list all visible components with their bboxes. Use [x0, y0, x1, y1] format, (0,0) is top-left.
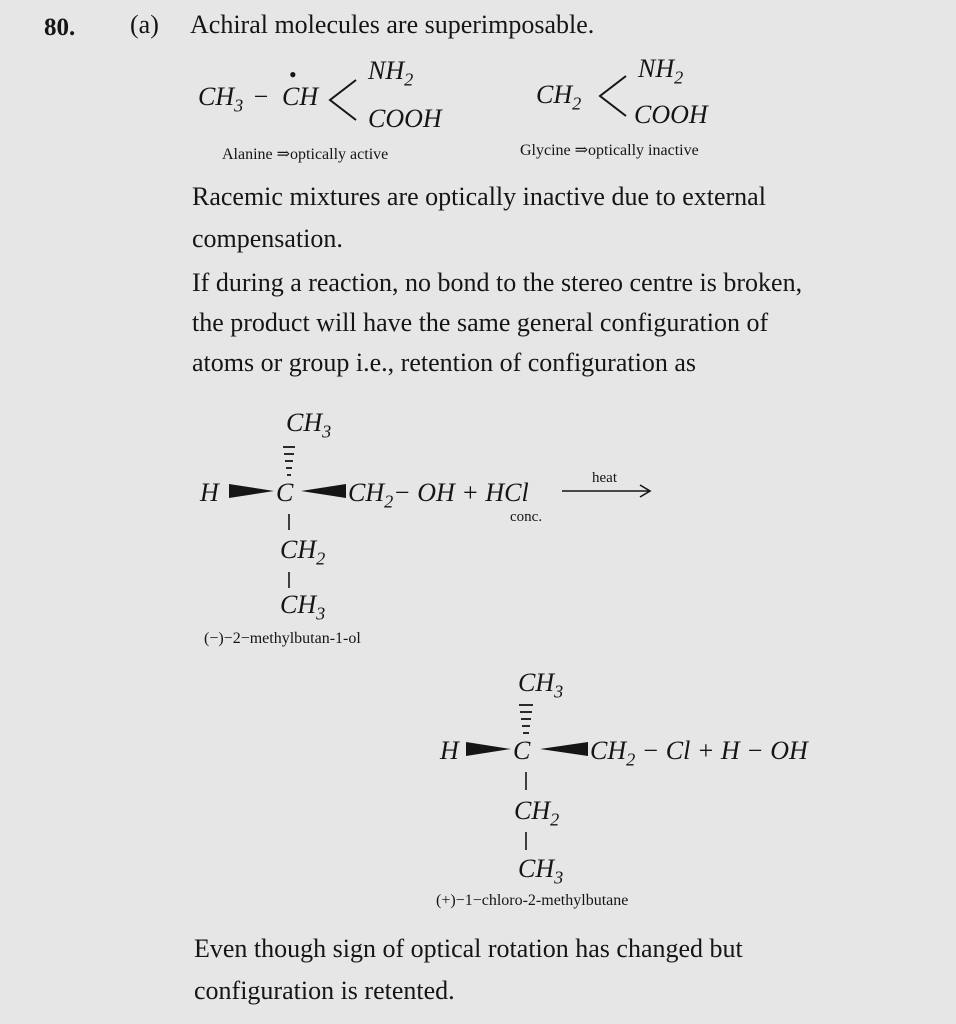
glycine-top-group: $NH_2$	[638, 54, 684, 88]
alanine-bottom-group: COOH	[368, 104, 442, 133]
alanine-bond: −	[252, 82, 270, 111]
product-right-group: $CH_2 - Cl + H$ − OH	[590, 736, 808, 770]
glycine-center: $CH_2$	[536, 80, 582, 114]
product-middle-group: $CH_2$	[514, 796, 560, 830]
paragraph1-line2: compensation.	[192, 224, 343, 253]
glycine-caption: Glycine ⇒optically inactive	[520, 142, 699, 159]
paragraph1-line1: Racemic mixtures are optically inactive due to external	[192, 182, 766, 211]
paragraph2-line1: If during a reaction, no bond to the stereo centre is broken,	[192, 268, 803, 297]
reactant-top-group: $CH_3$	[286, 408, 332, 442]
glycine-bottom-group: COOH	[634, 100, 708, 129]
reactant-h-atom: H	[200, 478, 219, 507]
reactant-bottom-group: $CH_3$	[280, 590, 326, 624]
conclusion-line1: Even though sign of optical rotation has changed but	[194, 934, 743, 963]
alanine-center: CH	[282, 82, 319, 111]
conclusion-line2: configuration is retented.	[194, 976, 455, 1005]
product-h-atom: H	[440, 736, 459, 765]
product-carbon: C	[513, 736, 531, 765]
reagent-conc-label: conc.	[510, 509, 543, 525]
question-number: 80.	[44, 14, 76, 41]
question-part-label: (a)	[130, 10, 159, 39]
product-name: (+)−1−chloro-2-methylbutane	[436, 892, 629, 909]
alanine-left-group: $CH_3$	[198, 82, 244, 116]
product-bottom-group: $CH_3$	[518, 854, 564, 888]
reactant-right-group: $CH_2-$ OH + HCl	[348, 478, 529, 512]
product-top-group: $CH_3$	[518, 668, 564, 702]
reactant-middle-group: $CH_2$	[280, 535, 326, 569]
paragraph2-line2: the product will have the same general configuration of	[192, 308, 769, 337]
reactant-carbon: C	[276, 478, 294, 507]
alanine-caption: Alanine ⇒optically active	[222, 146, 389, 163]
radical-dot-icon: •	[289, 62, 297, 87]
question-heading: Achiral molecules are superimposable.	[190, 10, 595, 39]
paragraph2-line3: atoms or group i.e., retention of configuration as	[192, 348, 696, 377]
alanine-top-group: $NH_2$	[368, 56, 414, 90]
reactant-name: (−)−2−methylbutan-1-ol	[204, 630, 361, 647]
arrow-condition-heat: heat	[592, 470, 617, 486]
